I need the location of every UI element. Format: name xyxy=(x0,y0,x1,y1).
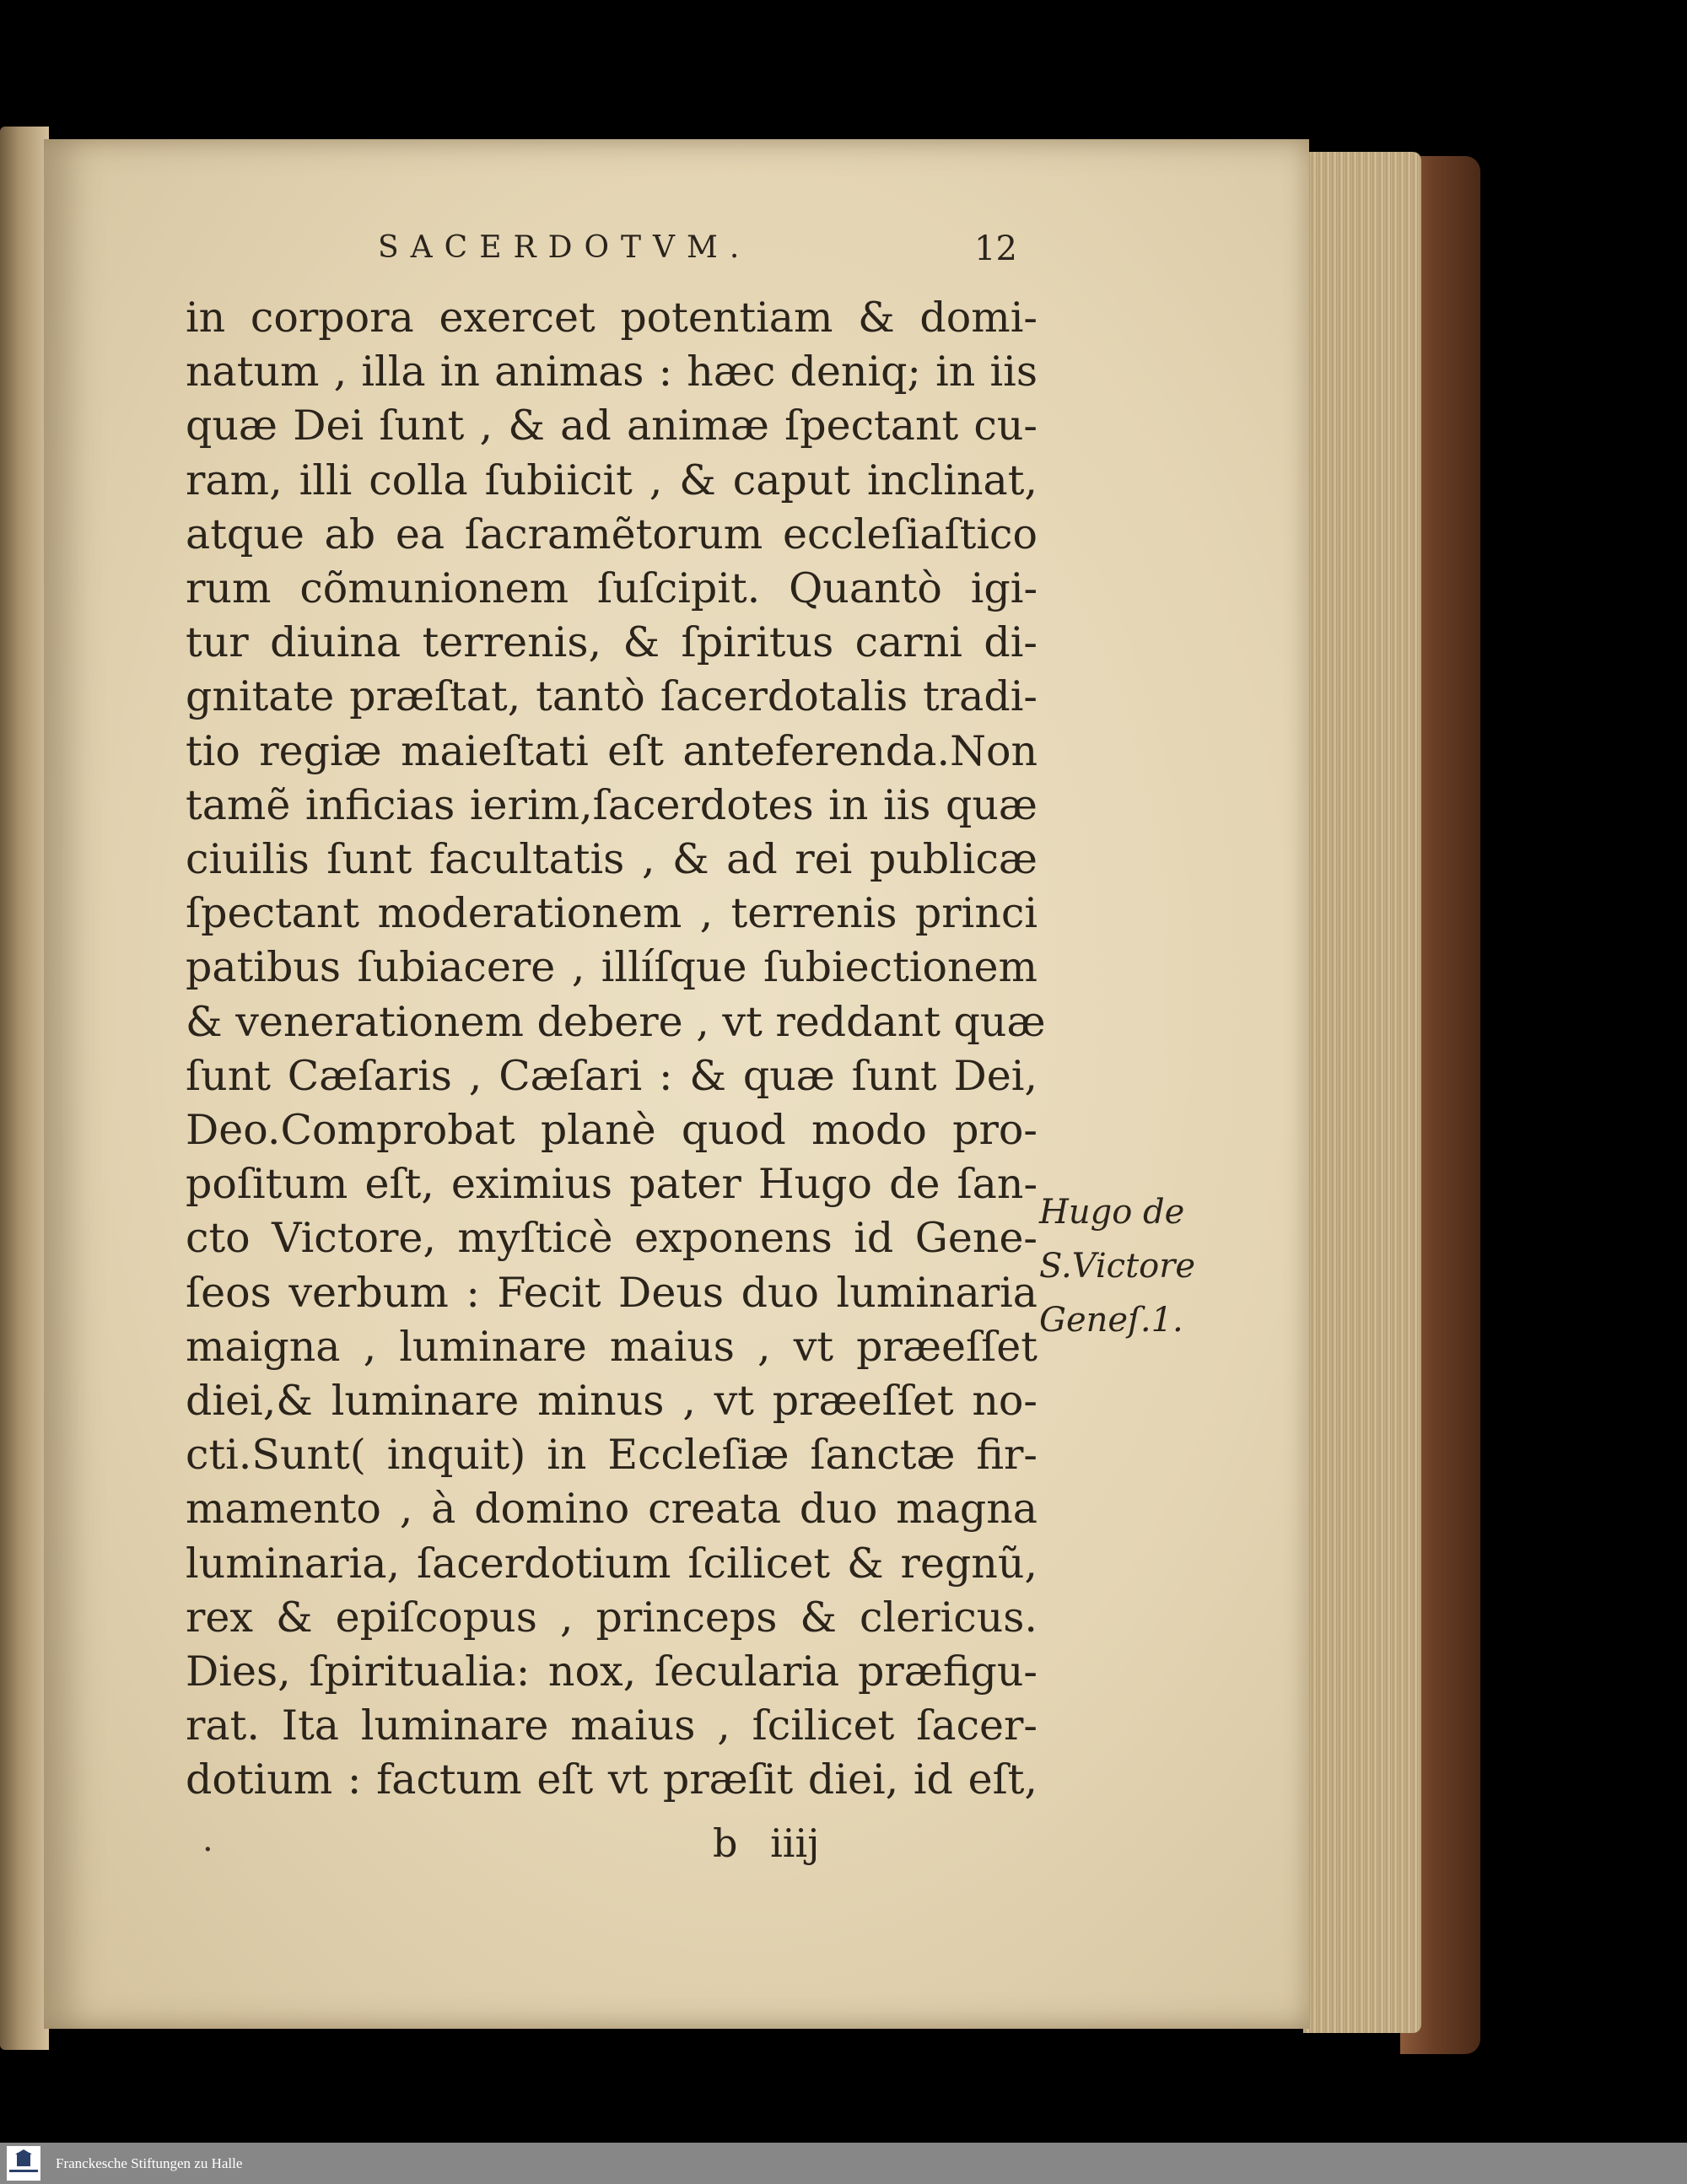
page-number: 12 xyxy=(974,229,1017,268)
text-line: ciuilis ſunt facultatis , & ad rei publicæ xyxy=(186,835,1038,884)
facing-page-edge xyxy=(0,127,49,2050)
text-line: cto Victore, myſticè exponens id Gene- xyxy=(186,1214,1038,1263)
body-text xyxy=(186,291,1046,1808)
text-line: natum , illa in animas : hæc deniq; in iis xyxy=(186,348,1038,396)
text-line: tamẽ inficias ierim,ſacerdotes in iis quæ xyxy=(186,780,1038,829)
text-line: & venerationem debere , vt reddant quæ xyxy=(186,997,1046,1046)
institution-name: Franckesche Stiftungen zu Halle xyxy=(56,2154,243,2171)
text-line: rum cõmunionem ſuſcipit. Quantò igi- xyxy=(186,564,1038,613)
footer-bar xyxy=(0,2143,1687,2184)
text-line: dotium : factum eſt vt præſit diei, id eſt, xyxy=(186,1755,1038,1804)
text-line: ram, illi colla ſubiicit , & caput inclinat, xyxy=(186,456,1038,504)
printer-mark: · xyxy=(202,1831,213,1869)
running-header: SACERDOTVM. xyxy=(378,230,752,265)
text-line: mamento , à domino creata duo magna xyxy=(186,1485,1038,1534)
text-line: Dies, ſpiritualia: nox, ſecularia præfigu- xyxy=(186,1647,1038,1696)
text-line: rex & epiſcopus , princeps & clericus. xyxy=(186,1593,1038,1642)
margin-note-line: S.Victore xyxy=(1039,1247,1196,1286)
text-line: Deo.Comprobat planè quod modo pro- xyxy=(186,1106,1038,1155)
text-line: luminaria, ſacerdotium ſcilicet & regnũ, xyxy=(186,1539,1038,1588)
text-line: ſeos verbum : Fecit Deus duo luminaria xyxy=(186,1268,1038,1317)
text-line: atque ab ea ſacramẽtorum eccleſiaſtico xyxy=(186,510,1038,558)
text-line: tio regiæ maieſtati eſt anteferenda.Non xyxy=(186,726,1038,775)
text-line: gnitate præſtat, tantò ſacerdotalis tradi- xyxy=(186,672,1038,721)
text-line: poſitum eſt, eximius pater Hugo de ſan- xyxy=(186,1160,1038,1209)
text-line: ſunt Cæſaris , Cæſari : & quæ ſunt Dei, xyxy=(186,1051,1038,1100)
text-line: diei,& luminare minus , vt præeſſet no- xyxy=(186,1377,1038,1426)
text-line: ſpectant moderationem , terrenis princi xyxy=(186,889,1038,938)
margin-note-line: Geneſ.1. xyxy=(1039,1301,1183,1340)
text-line: tur diuina terrenis, & ſpiritus carni di- xyxy=(186,618,1038,667)
text-line: quæ Dei ſunt , & ad animæ ſpectant cu- xyxy=(186,402,1038,450)
text-line: patibus ſubiacere , illíſque ſubiectionem xyxy=(186,943,1038,992)
text-line: rat. Ita luminare maius , ſcilicet ſacer- xyxy=(186,1701,1038,1750)
margin-note xyxy=(1039,1185,1242,1347)
margin-note-line: Hugo de xyxy=(1039,1193,1185,1232)
text-line: cti.Sunt( inquit) in Eccleſiæ ſanctæ fir- xyxy=(186,1431,1038,1480)
text-line: in corpora exercet potentiam & domi- xyxy=(186,294,1038,342)
institution-logo-icon xyxy=(7,2146,40,2181)
page-block-edges xyxy=(1303,152,1421,2033)
text-line: maigna , luminare maius , vt præeſſet xyxy=(186,1322,1038,1371)
signature-mark: b iiij xyxy=(713,1820,820,1866)
